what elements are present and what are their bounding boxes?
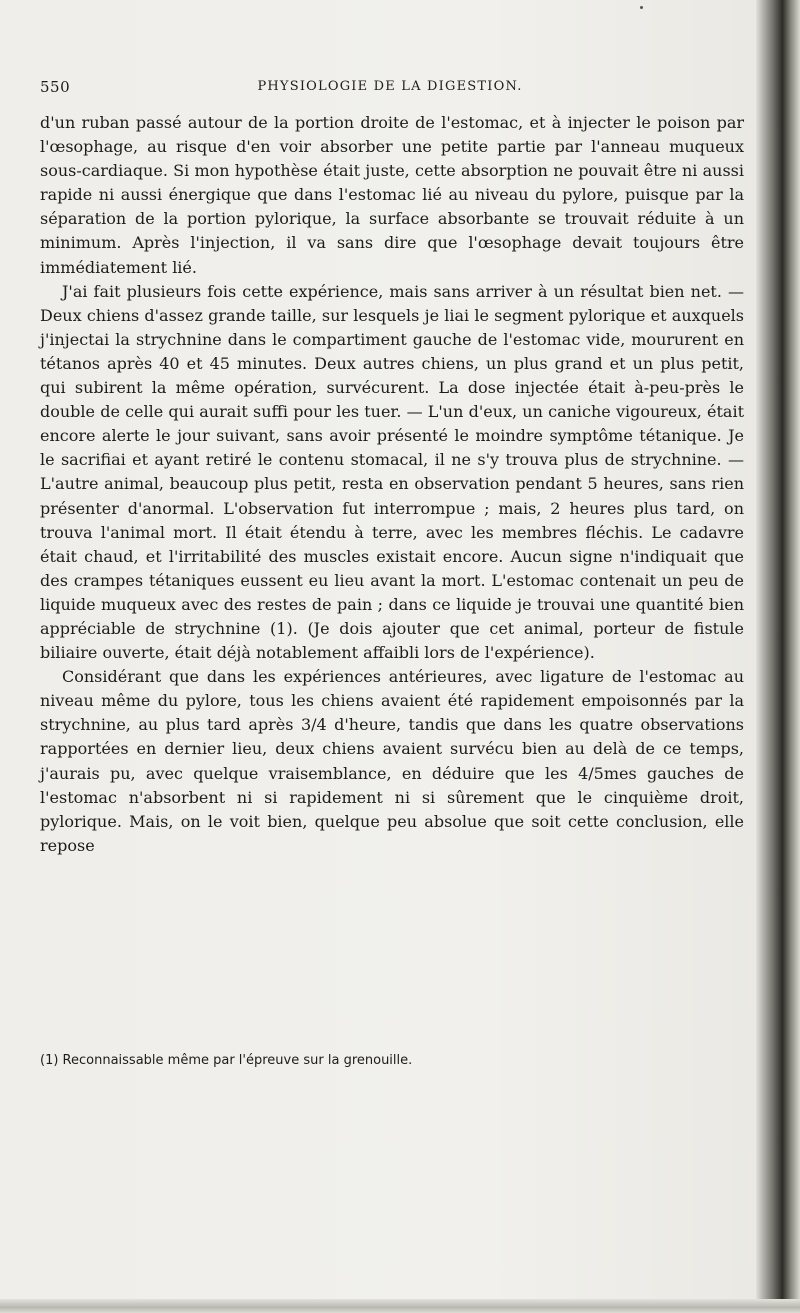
page-bottom-edge [0,1299,800,1313]
paragraph-2: J'ai fait plusieurs fois cette expérience, mais sans arriver à un résultat bien net. — Deux chiens d'assez grande taille, sur lesquels je liai le segment pylorique et auxquels j'injectai la strychnine dans le compartiment gauche de l'estomac vide, moururent en tétanos après 40 et 45 minutes. Deux autres chiens, un plus grand et un plus petit, qui subirent la même opération, survécurent. La dose injectée était à-peu-près le double de celle qui aurait suffi pour les tuer. — L'un d'eux, un caniche vigoureux, était encore alerte le jour suivant, sans avoir présenté le moindre symptôme tétanique. Je le sacrifiai et ayant retiré le contenu stomacal, il ne s'y trouva plus de strychnine. — L'autre animal, beaucoup plus petit, resta en observation pendant 5 heures, sans rien présenter d'anormal. L'observation fut interrompue ; mais, 2 heures plus tard, on trouva l'animal mort. Il était étendu à terre, avec les membres fléchis. Le cadavre était chaud, et l'irritabilité des muscles existait encore. Aucun signe n'indiquait que des crampes tétaniques eussent eu lieu avant la mort. L'estomac contenait un peu de liquide muqueux avec des restes de pain ; dans ce liquide je trouvai une quantité bien appréciable de strychnine (1). (Je dois ajouter que cet animal, porteur de fistule biliaire ouverte, était déjà notablement affaibli lors de l'expérience). [40,281,744,663]
body-text [40,111,744,858]
footnote: (1) Reconnaissable même par l'épreuve sur la grenouille. [40,1053,413,1068]
page-header [40,78,740,98]
running-title: PHYSIOLOGIE DE LA DIGESTION. [257,79,523,94]
paragraph-3: Considérant que dans les expériences antérieures, avec ligature de l'estomac au niveau même du pylore, tous les chiens avaient été rapidement empoisonnés par la strychnine, au plus tard après 3/4 d'heure, tandis que dans les quatre observations rapportées en dernier lieu, deux chiens avaient survécu bien au delà de ce temps, j'aurais pu, avec quelque vraisemblance, en déduire que les 4/5mes gauches de l'estomac n'absorbent ni si rapidement ni si sûrement que le cinquième droit, pylorique. Mais, on le voit bien, quelque peu absolue que soit cette conclusion, elle repose [40,667,744,855]
speck-mark [640,6,643,9]
page-number: 550 [40,78,71,96]
paragraph-1: d'un ruban passé autour de la portion droite de l'estomac, et à injecter le poison par l'œsophage, au risque d'en voir absorber une petite partie par l'anneau muqueux sous-cardiaque. Si mon hypothèse était juste, cette absorption ne pouvait être ni aussi rapide ni aussi énergique que dans l'estomac lié au niveau du pylore, puisque par la séparation de la portion pylorique, la surface absorbante se trouvait réduite à un minimum. Après l'injection, il va sans dire que l'œsophage devait toujours être immédiatement lié. [40,113,744,277]
page-binding-edge [756,0,800,1313]
